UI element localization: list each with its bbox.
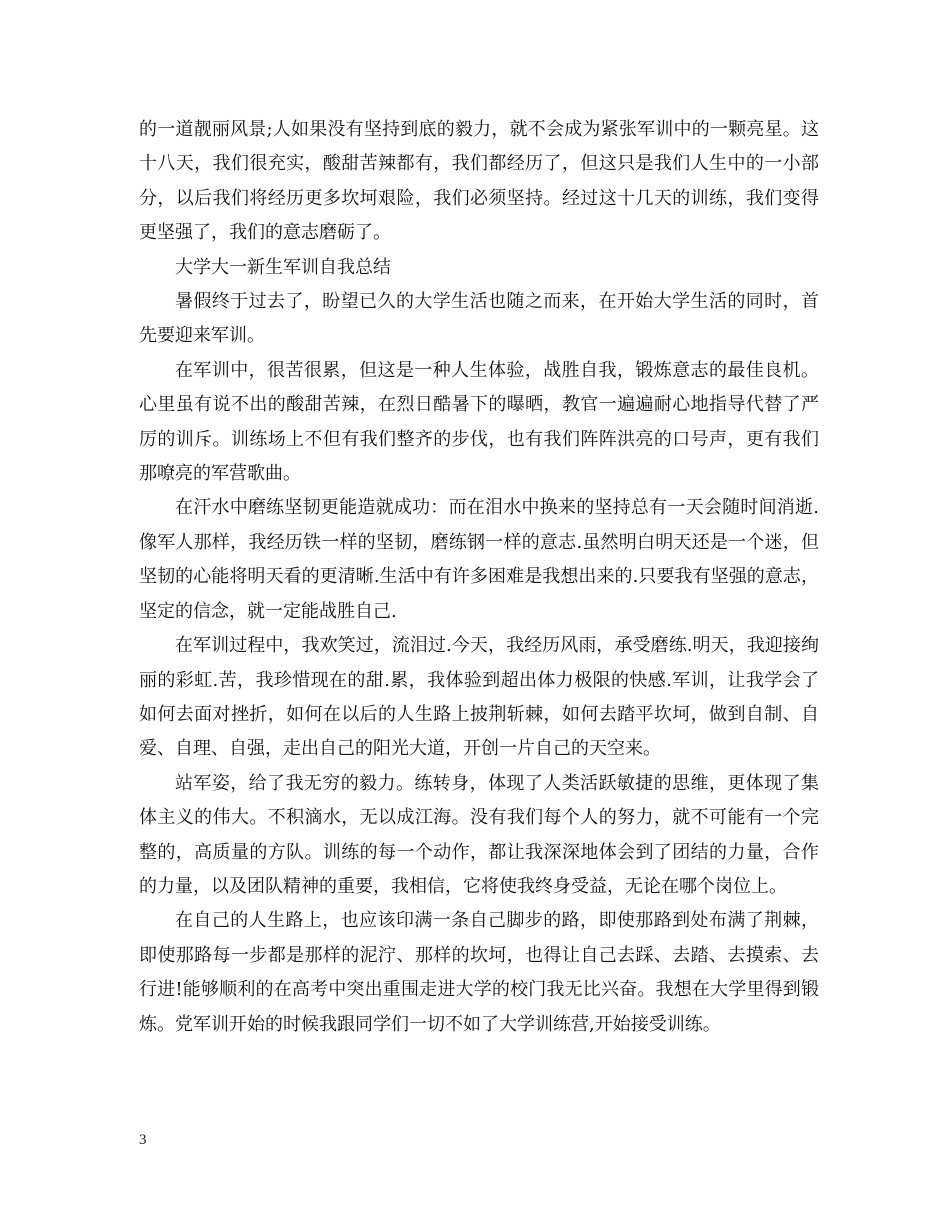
paragraph: 站军姿，给了我无穷的毅力。练转身，体现了人类活跃敏捷的思维，更体现了集体主义的伟大。不积滴水，无以成江海。没有我们每个人的努力，就不可能有一个完整的，高质量的方队。训练的每一个动作，都让我深深地体会到了团结的力量，合作的力量，以及团队精神的重要，我相信，它将使我终身受益，无论在哪个岗位上。 xyxy=(139,772,819,897)
section-heading: 大学大一新生军训自我总结 xyxy=(175,256,391,278)
paragraph: 在军训过程中，我欢笑过，流泪过.今天，我经历风雨，承受磨练.明天，我迎接绚丽的彩虹.苦，我珍惜现在的甜.累，我体验到超出体力极限的快感.军训，让我学会了如何去面对挫折，如何在以后的人生路上披荆斩棘，如何去踏平坎坷，做到自制、自爱、自理、自强，走出自己的阳光大道，开创一片自己的天空来。 xyxy=(139,635,819,760)
document-body xyxy=(139,113,819,1042)
paragraph: 在自己的人生路上，也应该印满一条自己脚步的路，即使那路到处布满了荆棘，即使那路每一步都是那样的泥泞、那样的坎坷，也得让自己去踩、去踏、去摸索、去行进!能够顺利的在高考中突出重围走进大学的校门我无比兴奋。我想在大学里得到锻炼。党军训开始的时候我跟同学们一切不如了大学训练营,开始接受训练。 xyxy=(139,910,819,1035)
paragraph: 在汗水中磨练坚韧更能造就成功：而在泪水中换来的坚持总有一天会随时间消逝.像军人那样，我经历铁一样的坚韧，磨练钢一样的意志.虽然明白明天还是一个迷，但坚韧的心能将明天看的更清晰.生活中有许多困难是我想出来的.只要我有坚强的意志，坚定的信念，就一定能战胜自己. xyxy=(139,497,819,622)
paragraph: 在军训中，很苦很累，但这是一种人生体验，战胜自我，锻炼意志的最佳良机。心里虽有说不出的酸甜苦辣，在烈日酷暑下的曝晒，教官一遍遍耐心地指导代替了严厉的训斥。训练场上不但有我们整齐的步伐，也有我们阵阵洪亮的口号声，更有我们那嘹亮的军营歌曲。 xyxy=(139,359,819,485)
page-number: 3 xyxy=(139,1132,147,1148)
paragraph: 暑假终于过去了，盼望已久的大学生活也随之而来，在开始大学生活的同时，首先要迎来军训。 xyxy=(139,291,819,347)
paragraph-continuation: 的一道靓丽风景;人如果没有坚持到底的毅力，就不会成为紧张军训中的一颗亮星。这十八天，我们很充实，酸甜苦辣都有，我们都经历了，但这只是我们人生中的一小部分，以后我们将经历更多坎坷艰险，我们必须坚持。经过这十几天的训练，我们变得更坚强了，我们的意志磨砺了。 xyxy=(139,119,819,244)
